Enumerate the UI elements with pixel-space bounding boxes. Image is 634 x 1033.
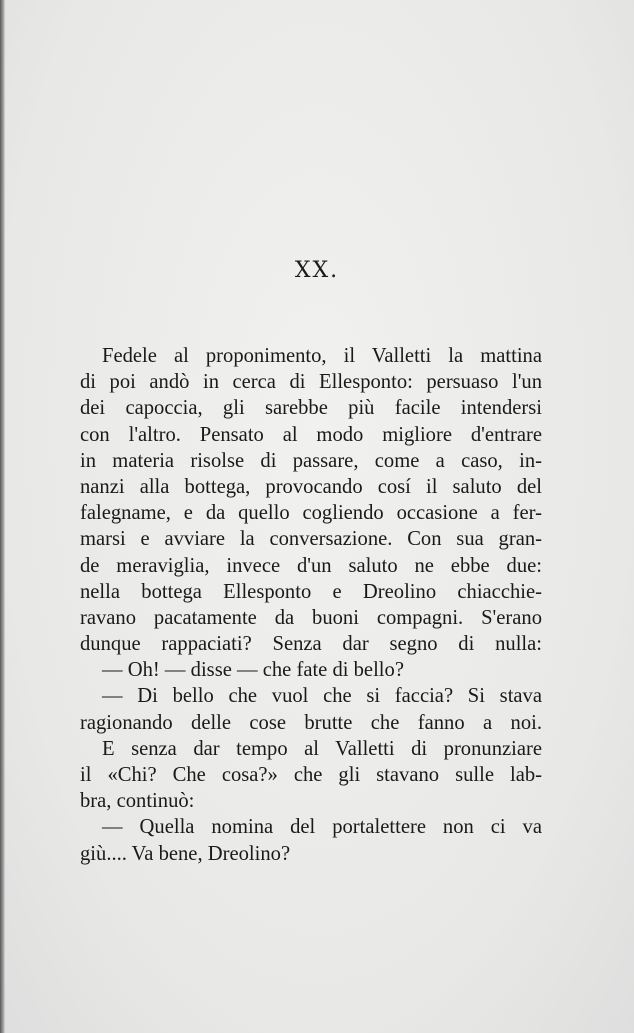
page-binding-edge: [0, 0, 5, 1033]
text-line: in materia risolse di passare, come a caso, in-: [80, 449, 542, 472]
text-line: dei capoccia, gli sarebbe più facile intendersi: [80, 397, 542, 420]
text-line: nanzi alla bottega, provocando cosí il saluto del: [80, 475, 542, 498]
text-line: — Quella nomina del portalettere non ci va: [102, 816, 542, 839]
text-line: falegname, e da quello cogliendo occasione a fer-: [80, 502, 542, 525]
text-line: nella bottega Ellesponto e Dreolino chiacchie-: [80, 580, 542, 603]
text-line: dunque rappaciati? Senza dar segno di nulla:: [80, 633, 542, 656]
text-line: giù.... Va bene, Dreolino?: [80, 842, 291, 865]
body-text: [80, 343, 542, 867]
text-line: — Oh! — disse — che fate di bello?: [102, 659, 404, 682]
chapter-heading: XX.: [294, 258, 340, 283]
text-line: il «Chi? Che cosa?» che gli stavano sulle lab-: [80, 764, 542, 786]
text-line: di poi andò in cerca di Ellesponto: persuaso l'un: [80, 371, 542, 394]
text-line: con l'altro. Pensato al modo migliore d'entrare: [80, 423, 542, 446]
text-line: — Di bello che vuol che si faccia? Si stava: [102, 685, 542, 708]
text-line: ravano pacatamente da buoni compagni. S'erano: [80, 606, 542, 629]
text-line: marsi e avviare la conversazione. Con sua gran-: [80, 528, 542, 551]
text-line: Fedele al proponimento, il Valletti la mattina: [102, 345, 542, 367]
text-line: ragionando delle cose brutte che fanno a noi.: [80, 711, 542, 734]
text-line: E senza dar tempo al Valletti di pronunziare: [102, 737, 542, 760]
text-line: bra, continuò:: [80, 790, 195, 813]
text-line: de meraviglia, invece d'un saluto ne ebbe due:: [80, 554, 542, 577]
